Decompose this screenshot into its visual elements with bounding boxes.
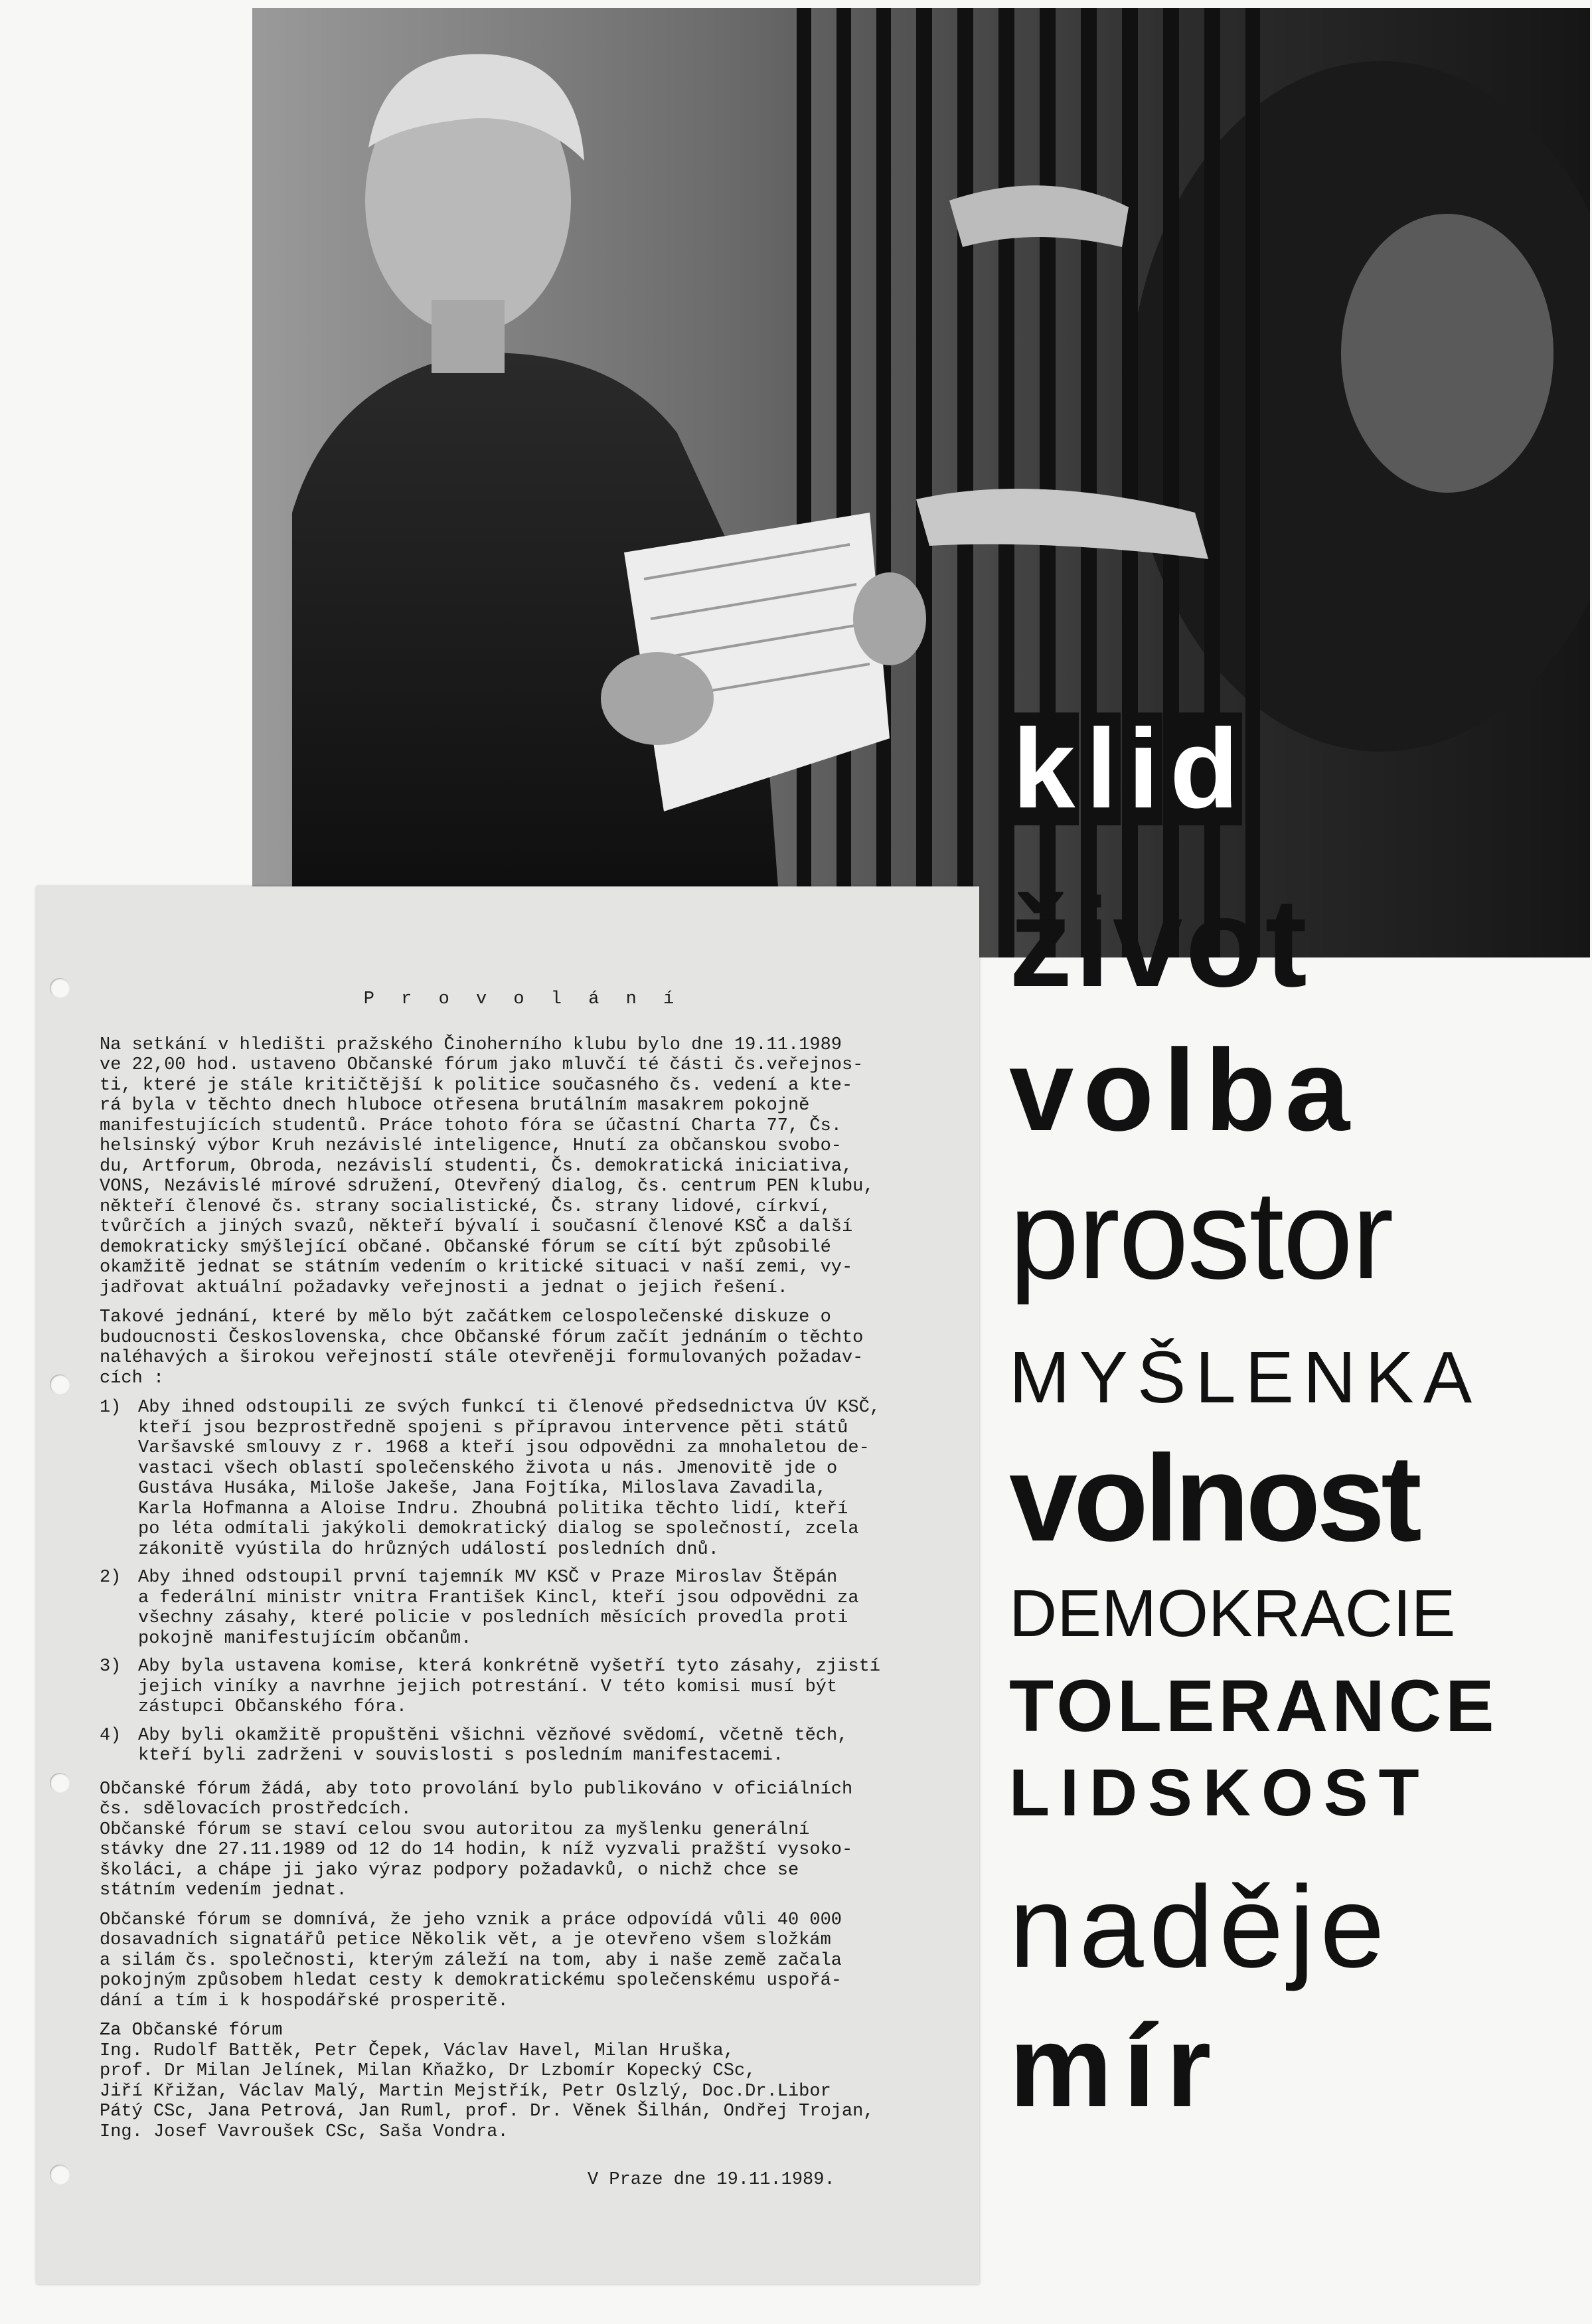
letter-cutout: k <box>1009 712 1079 825</box>
word-volnost: volnost <box>1009 1430 1418 1567</box>
word-nadeje: naděje <box>1009 1863 1390 1992</box>
paragraph-petition: Občanské fórum se domnívá, že jeho vznik a práce odpovídá vůli 40 000 dosavadních signatářů petice Několik vět, a je otevřeno všem složkám a silám čs. společnosti, kterým záleží na tom, aby i naše země začala pokojným způsobem hledat cesty k demokratickému společenskému uspořá- dání a tím i k hospodářské prosperitě. <box>100 1910 842 2011</box>
signatures-list: Ing. Rudolf Battěk, Petr Čepek, Václav Havel, Milan Hruška, prof. Dr Milan Jelínek, Milan Kňažko, Dr Lzbomír Kopecký CSc, Jiří Křižan, Václav Malý, Martin Mejstřík, Petr Oslzlý, Doc.Dr.Libor Pátý CSc, Jana Petrová, Jan Ruml, prof. Dr. Věnek Šilhán, Ondřej Trojan, Ing. Josef Vavroušek CSc, Saša Vondra. <box>100 2040 874 2142</box>
list-item <box>100 1568 946 1649</box>
punch-hole <box>50 2165 70 2185</box>
word-klid <box>1009 704 1246 834</box>
punch-hole <box>50 1773 70 1793</box>
word-lidskost: LIDSKOST <box>1009 1756 1430 1830</box>
paragraph-negotiation: Takové jednání, které by mělo být začátkem celospolečenské diskuze o budoucnosti Československa, chce Občanské fórum začít jednáním o těchto naléhavých a širokou veřejností stále otevřeněji formulovaných požadav- cích : <box>100 1307 864 1388</box>
list-item <box>100 1398 946 1560</box>
proclamation-document <box>37 886 979 2284</box>
letter-cutout: d <box>1166 712 1242 825</box>
item-text: Aby ihned odstoupili ze svých funkcí ti členové předsednictva ÚV KSČ, kteří jsou bezprostředně spojeni s přípravou intervence pěti států Varšavské smlouvy z r. 1968 a kteří jsou odpovědni za mnohaletou de- vastaci všech oblastí společenského života u nás. Jmenovitě jde o Gustáva Husáka, Miloše Jakeše, Jana Fojtíka, Miloslava Zavadila, Karla Hofmanna a Aloise Indru. Zhoubná politika těchto lidí, kteří po léta odmítali jakýkoli demokratický dialog se společností, zcela zákonitě vyústila do hrůzných událostí posledních dnů. <box>138 1398 880 1560</box>
word-demokracie: DEMOKRACIE <box>1009 1576 1456 1651</box>
punch-hole <box>50 1374 70 1394</box>
item-number: 3) <box>100 1657 121 1677</box>
item-number: 2) <box>100 1568 121 1588</box>
word-tolerance: TOLERANCE <box>1009 1665 1498 1747</box>
word-volba: volba <box>1009 1026 1360 1155</box>
list-item <box>100 1726 946 1766</box>
word-prostor: prostor <box>1009 1165 1393 1305</box>
word-myslenka: MYŠLENKA <box>1009 1337 1482 1418</box>
paragraph-publication: Občanské fórum žádá, aby toto provolání bylo publikováno v oficiálních čs. sdělovacích prostředcích. Občanské fórum se staví celou svou autoritou za myšlenku generální stávky dne 27.11.1989 od 12 do 14 hodin, k níž vyzvali pražští vysoko- školáci, a chápe ji jako výraz podpory požadavků, o nichž chce se státním vedením jednat. <box>100 1779 853 1900</box>
word-zivot: život <box>1009 872 1310 1013</box>
item-text: Aby byli okamžitě propuštěni všichni vězňové svědomí, včetně těch, kteří byli zadrženi v souvislosti s posledním manifestacemi. <box>138 1725 848 1766</box>
document-title: P r o v o l á n í <box>363 989 682 1009</box>
signatures-heading: Za Občanské fórum <box>100 2021 283 2040</box>
letter-cutout: l <box>1083 712 1121 825</box>
dateline: V Praze dne 19.11.1989. <box>588 2170 835 2190</box>
demands-list <box>100 1398 946 1766</box>
word-mir: mír <box>1009 2002 1222 2131</box>
paragraph-intro: Na setkání v hledišti pražského Činoherního klubu bylo dne 19.11.1989 ve 22,00 hod. ustaveno Občanské fórum jako mluvčí té části čs.veřejnos- ti, které je stále kritičtější k politice současného čs. vedení a kte- rá byla v těchto dnech hluboce otřesena brutálním masakrem pokojně manifestujících studentů. Práce tohoto fóra se účastní Charta 77, Čs. helsinský výbor Kruh nezávislé inteligence, Hnutí za občanskou svobo- du, Artforum, Obroda, nezávislí studenti, Čs. demokratická iniciativa, VONS, Nezávislé mírové sdružení, Otevřený dialog, čs. centrum PEN klubu, někteří členové čs. strany socialistické, Čs. strany lidové, církví, tvůrčích a jiných svazů, někteří bývalí i současní členové KSČ a další demokraticky smýšlející občané. Občanské fórum se cítí být způsobilé okamžitě jednat se státním vedením o kritické situaci v naší zemi, vy- jadřovat aktuální požadavky veřejnosti a jednat o jejich řešení. <box>100 1035 874 1298</box>
item-number: 1) <box>100 1398 121 1418</box>
item-text: Aby ihned odstoupil první tajemník MV KSČ v Praze Miroslav Štěpán a federální ministr vnitra František Kincl, kteří jsou odpovědni za všechny zásahy, které policie v posledních měsících provedla proti pokojně manifestujícím občanům. <box>138 1568 859 1649</box>
item-text: Aby byla ustavena komise, která konkrétně vyšetří tyto zásahy, zjistí jejich viníky a navrhne jejich potrestání. V této komisi musí být zástupci Občanského fóra. <box>138 1657 880 1717</box>
collage-words <box>983 704 1580 2165</box>
letter-cutout: i <box>1125 712 1162 825</box>
item-number: 4) <box>100 1725 121 1746</box>
punch-hole <box>50 978 70 998</box>
list-item <box>100 1657 946 1718</box>
